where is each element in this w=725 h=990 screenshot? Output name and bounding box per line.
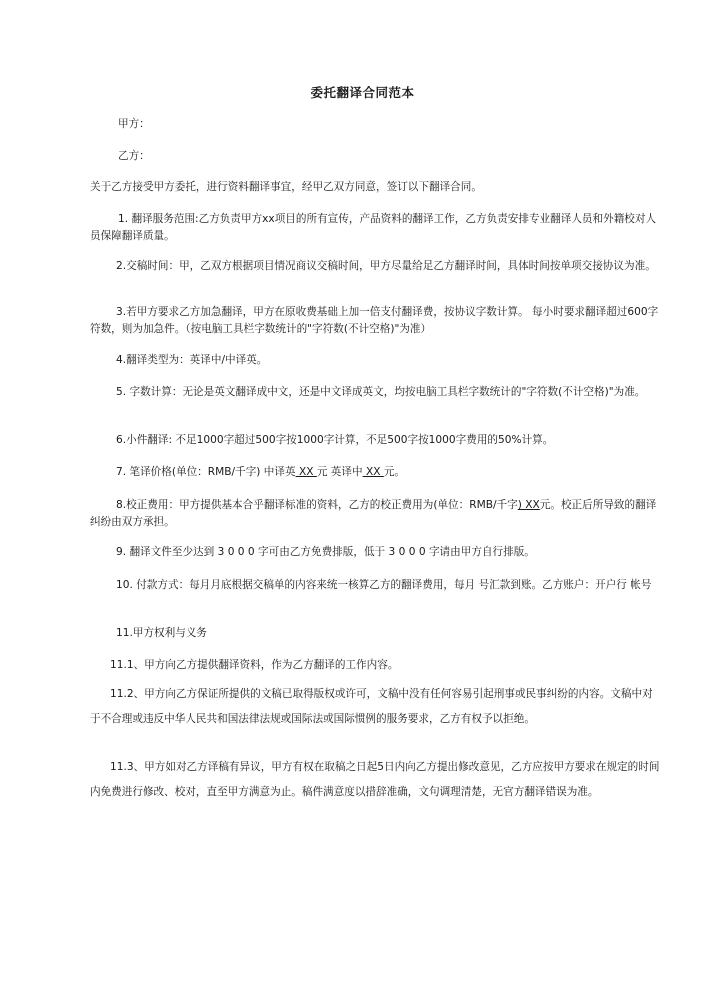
clause-8 [90, 497, 662, 531]
party-b-line: 乙方： [118, 150, 150, 162]
clause-10: 10. 付款方式：每月月底根据交稿单的内容来统一核算乙方的翻译费用，每月 号汇款到账。乙方账户：开户行 帐号 [116, 579, 652, 591]
clause-8-value: ) XX [517, 499, 540, 511]
party-a-line: 甲方： [118, 118, 150, 130]
clause-5: 5. 字数计算：无论是英文翻译成中文，还是中文译成英文，均按电脑工具栏字数统计的"字符数(不计空格)"为准。 [116, 386, 646, 398]
clause-8-prefix: 8.校正费用：甲方提供基本合乎翻译标准的资料，乙方的校正费用为(单位：RMB/千字 [116, 499, 518, 511]
clause-1: 1. 翻译服务范围:乙方负责甲方xx项目的所有宣传，产品资料的翻译工作，乙方负责安排专业翻译人员和外籍校对人员保障翻译质量。 [90, 213, 657, 242]
clause-11-2: 11.2、甲方向乙方保证所提供的文稿已取得版权或许可，文稿中没有任何容易引起刑事或民事纠纷的内容。文稿中对于不合理或违反中华人民共和国法律法规或国际法或国际惯例的服务要求，乙方有权予以拒绝。 [90, 688, 653, 725]
clause-6: 6.小件翻译: 不足1000字超过500字按1000字计算，不足500字按1000字费用的50%计算。 [116, 434, 554, 446]
clause-7-value-zh-en: XX [295, 466, 317, 478]
clause-3: 3.若甲方要求乙方加急翻译，甲方在原收费基础上加一倍支付翻译费，按协议字数计算。 每小时要求翻译超过600字符数，则为加急件。（按电脑工具栏字数统计的"字符数(不计空格)"为准） [90, 306, 659, 335]
intro-paragraph: 关于乙方接受甲方委托，进行资料翻译事宜，经甲乙双方同意，签订以下翻译合同。 [90, 181, 482, 193]
clause-7-suffix: 元。 [383, 466, 406, 478]
clause-11-heading: 11.甲方权利与义务 [116, 627, 208, 639]
clause-7-middle: 元 英译中 [316, 466, 363, 478]
clause-7-prefix: 7. 笔译价格(单位：RMB/千字) 中译英 [116, 466, 296, 478]
clause-8-suffix: 元。校正后所导致的翻译纠纷由双方承担。 [90, 499, 657, 528]
document-title: 委托翻译合同范本 [310, 85, 415, 100]
clause-4: 4.翻译类型为：英译中/中译英。 [116, 354, 268, 366]
clause-11-1: 11.1、甲方向乙方提供翻译资料，作为乙方翻译的工作内容。 [110, 659, 399, 671]
clause-11-3: 11.3、甲方如对乙方译稿有异议，甲方有权在取稿之日起5日内向乙方提出修改意见，乙方应按甲方要求在规定的时间内免费进行修改、校对，直至甲方满意为止。稿件满意度以措辞准确，文句调理清楚，无官方翻译错误为准。 [90, 761, 660, 798]
clause-7-value-en-zh: XX [362, 466, 384, 478]
clause-9: 9. 翻译文件至少达到 3 0 0 0 字可由乙方免费排版，低于 3 0 0 0 字请由甲方自行排版。 [116, 546, 535, 558]
clause-7 [90, 464, 662, 481]
clause-2: 2.交稿时间：甲，乙双方根据项目情况商议交稿时间，甲方尽量给足乙方翻译时间，具体时间按单项交接协议为准。 [116, 260, 656, 272]
